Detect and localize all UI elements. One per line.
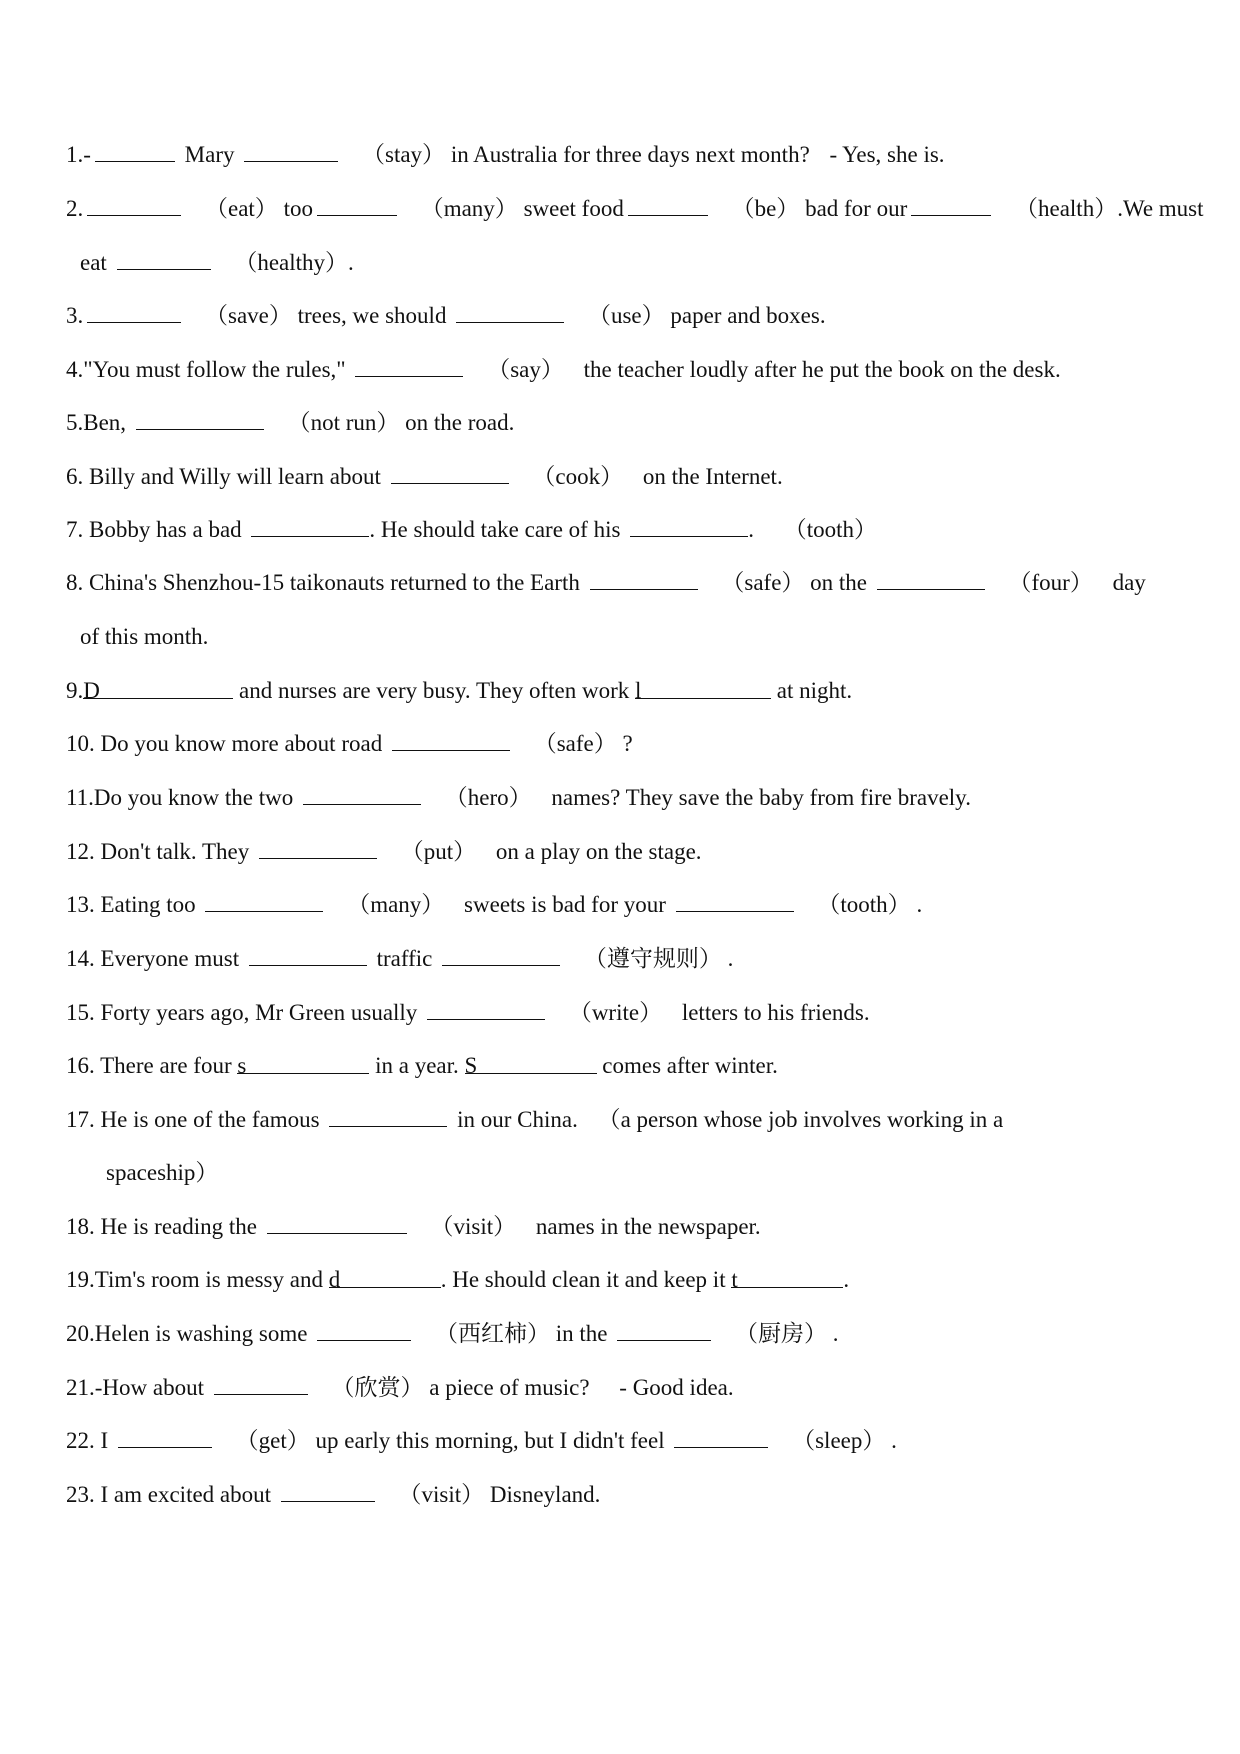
- hint-word: （hero）: [444, 785, 532, 810]
- answer-blank[interactable]: [329, 1106, 447, 1127]
- question-text: eat: [80, 250, 107, 275]
- question-text: Everyone must: [100, 946, 240, 971]
- question-18: [66, 1212, 1210, 1242]
- question-number: 12.: [66, 839, 95, 864]
- answer-blank[interactable]: [392, 730, 510, 751]
- hint-word: （safe）: [533, 731, 617, 756]
- answer-blank[interactable]: [317, 195, 397, 216]
- question-text: Forty years ago, Mr Green usually: [100, 1000, 418, 1025]
- answer-blank[interactable]: [95, 141, 175, 162]
- question-text: names in the newspaper.: [535, 1214, 761, 1239]
- question-text: China's Shenzhou-15 taikonauts returned to the Earth: [89, 570, 580, 595]
- hint-word: （tooth）: [783, 517, 877, 542]
- first-letter-hint: d: [328, 1267, 341, 1292]
- answer-blank[interactable]: [118, 1427, 212, 1448]
- question-text: sweets is bad for your: [464, 892, 666, 917]
- answer-blank[interactable]: [731, 1265, 843, 1292]
- question-text: paper and boxes.: [670, 303, 826, 328]
- answer-blank[interactable]: [214, 1374, 308, 1395]
- question-text: He is reading the: [100, 1214, 257, 1239]
- hint-word: （eat）: [205, 196, 278, 221]
- question-text: on the: [810, 570, 868, 595]
- answer-blank[interactable]: [281, 1481, 375, 1502]
- question-text: bad for our: [805, 196, 908, 221]
- question-text: .: [916, 892, 923, 917]
- question-12: [66, 837, 1210, 867]
- question-number: 7.: [66, 517, 84, 542]
- answer-blank[interactable]: [267, 1213, 407, 1234]
- question-text: Bobby has a bad: [89, 517, 242, 542]
- question-number: 1.-: [66, 142, 91, 167]
- question-2: [66, 194, 1210, 224]
- hint-word: （many）: [420, 196, 518, 221]
- question-number: 2.: [66, 196, 84, 221]
- question-text: Don't talk. They: [100, 839, 250, 864]
- question-number: 22.: [66, 1428, 95, 1453]
- question-5: [66, 408, 1210, 438]
- answer-blank[interactable]: [674, 1427, 768, 1448]
- hint-word: （tooth）: [817, 892, 911, 917]
- answer-text: - Yes, she is.: [829, 142, 945, 167]
- question-text: in the: [555, 1321, 608, 1346]
- hint-word: （be）: [731, 196, 800, 221]
- question-text: .: [843, 1267, 850, 1292]
- question-text: in Australia for three days next month?: [450, 142, 810, 167]
- question-text: There are four: [100, 1053, 232, 1078]
- question-1: [66, 140, 1210, 170]
- question-text: sweet food: [523, 196, 624, 221]
- question-22: [66, 1426, 1210, 1456]
- hint-word: （visit）: [398, 1482, 485, 1507]
- question-text: Billy and Willy will learn about: [89, 464, 381, 489]
- hint-word: （safe）: [721, 570, 805, 595]
- question-text: in our China.: [457, 1107, 578, 1132]
- question-number: 5.: [66, 410, 84, 435]
- first-letter-hint: S: [464, 1053, 478, 1078]
- question-17: [66, 1105, 1210, 1135]
- question-number: 15.: [66, 1000, 95, 1025]
- answer-blank[interactable]: [303, 784, 421, 805]
- question-number: 9.: [66, 678, 84, 703]
- question-text: Do you know more about road: [100, 731, 383, 756]
- answer-blank[interactable]: [877, 569, 985, 590]
- question-text: Ben,: [83, 410, 127, 435]
- hint-word: （write）: [568, 1000, 663, 1025]
- hint-word: （health）: [1015, 196, 1118, 221]
- hint-word: spaceship）: [106, 1160, 219, 1185]
- first-letter-hint: l: [635, 678, 642, 703]
- question-number: 8.: [66, 570, 84, 595]
- hint-word: （sleep）: [792, 1428, 886, 1453]
- hint-word: （healthy）: [234, 250, 349, 275]
- question-21: [66, 1373, 1210, 1403]
- question-number: 16.: [66, 1053, 95, 1078]
- question-14: [66, 944, 1210, 974]
- question-20: [66, 1319, 1210, 1349]
- answer-blank[interactable]: [911, 195, 991, 216]
- answer-blank[interactable]: [355, 356, 463, 377]
- hint-word: （put）: [400, 839, 477, 864]
- question-6: [66, 462, 1210, 492]
- question-text: "You must follow the rules,": [83, 357, 346, 382]
- question-text: in a year.: [375, 1053, 459, 1078]
- question-4: [66, 355, 1210, 385]
- question-number: 19.: [66, 1267, 95, 1292]
- question-text: .: [727, 946, 734, 971]
- hint-word: （visit）: [430, 1214, 517, 1239]
- question-number: 3.: [66, 303, 84, 328]
- question-text: and nurses are very busy. They often work: [239, 678, 630, 703]
- hint-word: （say）: [487, 357, 564, 382]
- question-text: .: [832, 1321, 839, 1346]
- question-13: [66, 890, 1210, 920]
- question-text: the teacher loudly after he put the book on the desk.: [583, 357, 1061, 382]
- question-3: [66, 301, 1210, 331]
- question-number: 4.: [66, 357, 84, 382]
- question-text: Do you know the two: [93, 785, 294, 810]
- hint-word: （厨房）: [734, 1321, 827, 1346]
- question-10: [66, 729, 1210, 759]
- answer-blank[interactable]: [442, 945, 560, 966]
- question-text: at night.: [776, 678, 853, 703]
- question-number: 17.: [66, 1107, 95, 1132]
- question-9: [66, 676, 1210, 706]
- first-letter-hint: s: [237, 1053, 247, 1078]
- hint-word: （a person whose job involves working in a: [597, 1107, 1004, 1132]
- hint-word: （cook）: [532, 464, 624, 489]
- question-number: 18.: [66, 1214, 95, 1239]
- answer-blank[interactable]: [328, 1265, 441, 1292]
- hint-word: （use）: [587, 303, 665, 328]
- question-text: How about: [102, 1375, 204, 1400]
- question-text: names? They save the baby from fire bravely.: [551, 785, 971, 810]
- answer-blank[interactable]: [590, 569, 698, 590]
- answer-blank[interactable]: [244, 141, 338, 162]
- hint-word: （遵守规则）: [583, 946, 722, 971]
- question-number: 13.: [66, 892, 95, 917]
- question-text: too: [283, 196, 313, 221]
- answer-blank[interactable]: [205, 891, 323, 912]
- question-text: letters to his friends.: [681, 1000, 870, 1025]
- question-text: day: [1112, 570, 1146, 595]
- answer-blank[interactable]: [249, 945, 367, 966]
- question-7: [66, 515, 1210, 545]
- question-text: on a play on the stage.: [495, 839, 702, 864]
- answer-blank[interactable]: [456, 302, 564, 323]
- answer-blank[interactable]: [617, 1320, 711, 1341]
- question-text: . He should clean it and keep it: [440, 1267, 726, 1292]
- hint-word: （many）: [347, 892, 445, 917]
- question-19: [66, 1265, 1210, 1295]
- question-text: on the Internet.: [642, 464, 783, 489]
- question-text: comes after winter.: [602, 1053, 778, 1078]
- question-text: traffic: [376, 946, 433, 971]
- hint-word: （西红柿）: [434, 1321, 550, 1346]
- question-17-continued: [106, 1158, 1210, 1188]
- question-text: a piece of music?: [429, 1375, 590, 1400]
- question-text: Disneyland.: [489, 1482, 601, 1507]
- question-text: Eating too: [100, 892, 196, 917]
- question-text: .: [891, 1428, 897, 1453]
- question-text: .: [348, 250, 354, 275]
- question-16: [66, 1051, 1210, 1081]
- answer-blank[interactable]: [630, 516, 748, 537]
- answer-blank[interactable]: [317, 1320, 411, 1341]
- question-text: ?: [622, 731, 633, 756]
- question-number: 6.: [66, 464, 84, 489]
- hint-word: （stay）: [362, 142, 446, 167]
- answer-blank[interactable]: [237, 1051, 369, 1078]
- hint-word: （not run）: [287, 410, 400, 435]
- question-text: Mary: [184, 142, 235, 167]
- hint-word: （get）: [235, 1428, 310, 1453]
- question-text: I: [100, 1428, 109, 1453]
- hint-word: （欣赏）: [331, 1375, 424, 1400]
- question-text: He is one of the famous: [100, 1107, 320, 1132]
- question-2-continued: [80, 248, 1210, 278]
- question-number: 10.: [66, 731, 95, 756]
- question-number: 20.: [66, 1321, 95, 1346]
- question-text: I am excited about: [100, 1482, 272, 1507]
- answer-blank[interactable]: [87, 195, 181, 216]
- answer-text: - Good idea.: [619, 1375, 734, 1400]
- answer-blank[interactable]: [628, 195, 708, 216]
- answer-blank[interactable]: [136, 409, 264, 430]
- first-letter-hint: t: [731, 1267, 738, 1292]
- question-text: Tim's room is messy and: [94, 1267, 323, 1292]
- question-text: . He should take care of his: [369, 517, 621, 542]
- question-15: [66, 998, 1210, 1028]
- question-23: [66, 1480, 1210, 1510]
- question-number: 14.: [66, 946, 95, 971]
- answer-blank[interactable]: [676, 891, 794, 912]
- first-letter-hint: D: [83, 678, 100, 703]
- hint-word: （four）: [1008, 570, 1093, 595]
- question-text: trees, we should: [297, 303, 447, 328]
- answer-blank[interactable]: [635, 676, 771, 703]
- question-text: Helen is washing some: [94, 1321, 308, 1346]
- question-text: .: [748, 517, 754, 542]
- question-text: on the road.: [405, 410, 515, 435]
- question-number: 11.: [66, 785, 94, 810]
- question-number: 21.-: [66, 1375, 103, 1400]
- answer-blank[interactable]: [87, 302, 181, 323]
- answer-blank[interactable]: [83, 676, 233, 703]
- question-8: [66, 568, 1210, 598]
- question-text: .We must: [1117, 196, 1204, 221]
- hint-word: （save）: [205, 303, 292, 328]
- answer-blank[interactable]: [259, 838, 377, 859]
- question-text: up early this morning, but I didn't feel: [315, 1428, 665, 1453]
- answer-blank[interactable]: [464, 1051, 597, 1078]
- question-number: 23.: [66, 1482, 95, 1507]
- question-8-continued: [80, 622, 1210, 652]
- question-text: of this month.: [80, 624, 209, 649]
- answer-blank[interactable]: [391, 463, 509, 484]
- answer-blank[interactable]: [117, 249, 211, 270]
- answer-blank[interactable]: [427, 999, 545, 1020]
- question-11: [66, 783, 1210, 813]
- answer-blank[interactable]: [251, 516, 369, 537]
